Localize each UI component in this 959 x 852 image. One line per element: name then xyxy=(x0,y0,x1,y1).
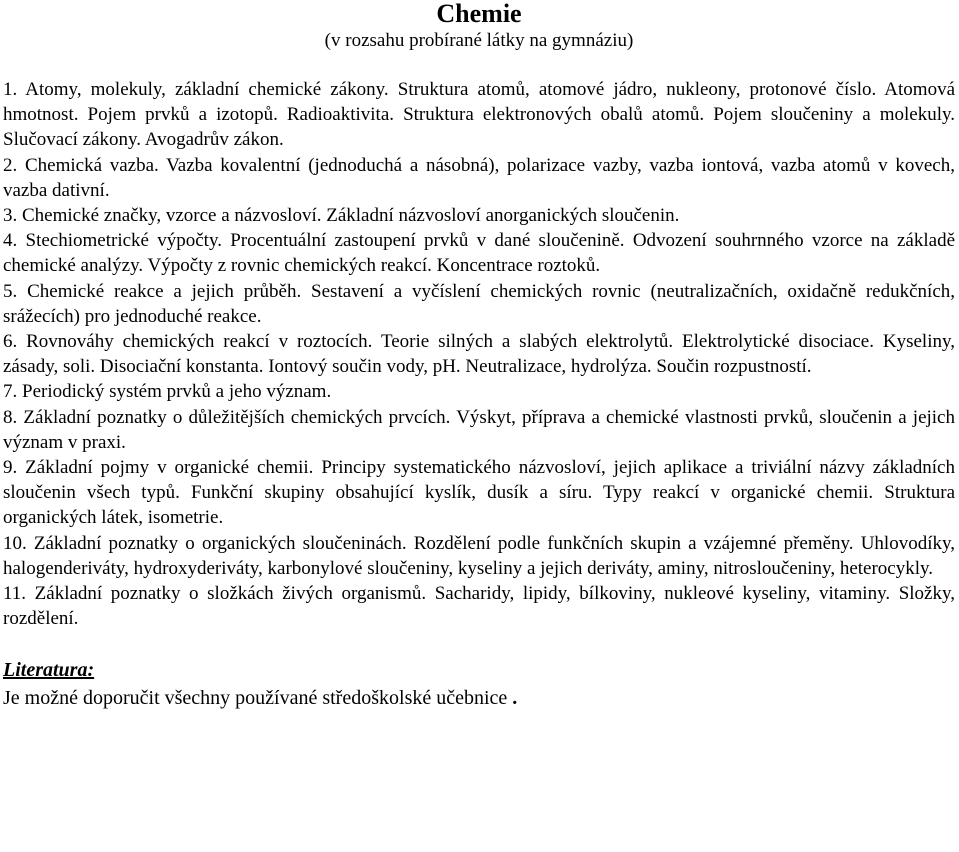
page-subtitle: (v rozsahu probírané látky na gymnáziu) xyxy=(324,30,634,51)
topic-item-1: 1. Atomy, molekuly, základní chemické zákony. Struktura atomů, atomové jádro, nukleony, protonové číslo. Atomová hmotnost. Pojem prvků a izotopů. Radioaktivita. Struktura elektronových obalů atomů. Pojem sloučeniny a molekuly. Slučovací zákony. Avogadrův zákon. xyxy=(3,79,955,151)
topic-item-6: 6. Rovnováhy chemických reakcí v roztocích. Teorie silných a slabých elektrolytů. Elektrolytické disociace. Kyseliny, zásady, soli. Disociační konstanta. Iontový součin vody, pH. Neutralizace, hydrolýza. Součin rozpustností. xyxy=(3,331,955,378)
topic-item-5: 5. Chemické reakce a jejich průběh. Sestavení a vyčíslení chemických rovnic (neutralizačních, oxidačně redukčních, srážecích) pro jednoduché reakce. xyxy=(3,280,955,327)
topic-list xyxy=(3,77,955,631)
topic-item-2: 2. Chemická vazba. Vazba kovalentní (jednoduchá a násobná), polarizace vazby, vazba iontová, vazba atomů v kovech, vazba dativní. xyxy=(3,154,955,201)
topic-item-4: 4. Stechiometrické výpočty. Procentuální zastoupení prvků v dané sloučenině. Odvození souhrnného vzorce na základě chemické analýzy. Výpočty z rovnic chemických reakcí. Koncentrace roztoků. xyxy=(3,230,955,277)
literature-text-body: Je možné doporučit všechny používané středoškolské učebnice xyxy=(3,687,508,710)
topic-item-10: 10. Základní poznatky o organických sloučeninách. Rozdělení podle funkčních skupin a vzájemné přeměny. Uhlovodíky, halogenderiváty, hydroxyderiváty, karbonylové sloučeniny, kyseliny a jejich deriváty, aminy, nitrosloučeniny, heterocykly. xyxy=(3,532,955,579)
topic-item-7: 7. Periodický systém prvků a jeho význam. xyxy=(3,381,332,403)
literature-text xyxy=(3,686,955,710)
topic-item-3: 3. Chemické značky, vzorce a názvosloví. Základní názvosloví anorganických sloučenin. xyxy=(3,205,680,227)
page-title: Chemie xyxy=(436,0,522,28)
topic-item-11: 11. Základní poznatky o složkách živých organismů. Sacharidy, lipidy, bílkoviny, nukleové kyseliny, vitaminy. Složky, rozdělení. xyxy=(3,583,955,630)
literature-end-mark: . xyxy=(512,687,518,710)
literature-heading: Literatura: xyxy=(3,659,95,682)
topic-item-8: 8. Základní poznatky o důležitějších chemických prvcích. Výskyt, příprava a chemické vlastnosti prvků, sloučenin a jejich význam v praxi. xyxy=(3,406,955,453)
topic-item-9: 9. Základní pojmy v organické chemii. Principy systematického názvosloví, jejich aplikace a triviální názvy základních sloučenin všech typů. Funkční skupiny obsahující kyslík, dusík a síru. Typy reakcí v organické chemii. Struktura organických látek, isometrie. xyxy=(3,457,955,529)
